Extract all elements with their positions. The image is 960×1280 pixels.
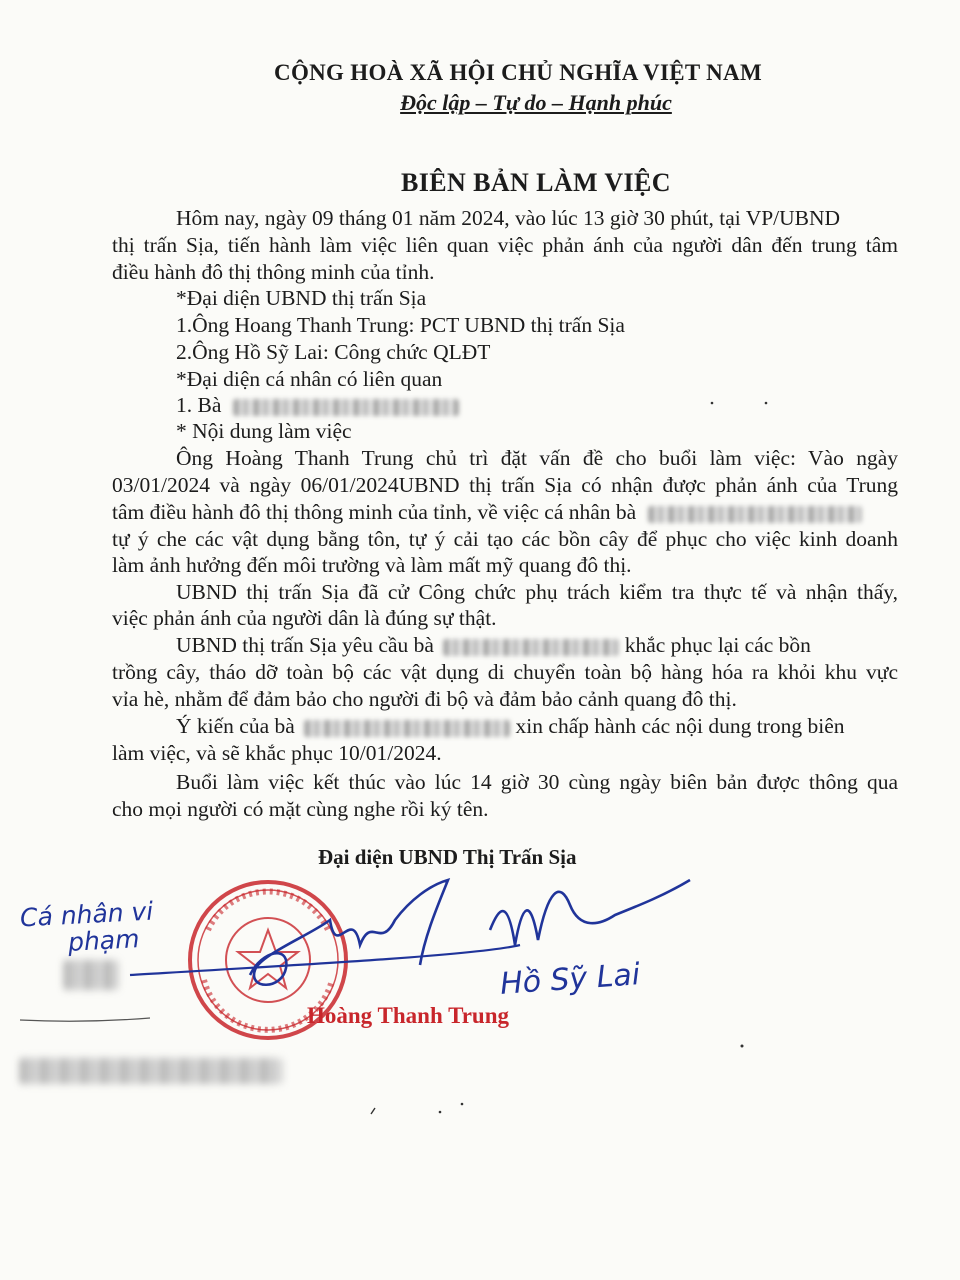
redacted-violator-name: [20, 1058, 282, 1084]
rep-ubnd-heading: *Đại diện UBND thị trấn Sịa: [176, 286, 427, 310]
officer-handwritten-name: Hồ Sỹ Lai: [498, 957, 642, 1002]
body-line: trồng cây, tháo dỡ toàn bộ các vật dụng di chuyển toàn bộ hàng hóa ra khỏi khu vực: [112, 660, 898, 684]
body-line-text: UBND thị trấn Sịa yêu cầu bà: [176, 633, 434, 657]
body-line: việc phản ánh của người dân là đúng sự thật.: [112, 606, 497, 630]
body-line: thị trấn Sịa, tiến hành làm việc liên quan việc phản ánh của người dân đến trung tâm: [112, 233, 898, 257]
violator-note-line-2: phạm: [67, 924, 141, 957]
violator-note-line-1: Cá nhân vi: [19, 896, 154, 933]
redacted-violator-signature: [64, 960, 118, 990]
national-motto: Độc lập – Tự do – Hạnh phúc: [400, 90, 672, 115]
document-title: BIÊN BẢN LÀM VIỆC: [401, 168, 671, 197]
member-1: 1.Ông Hoang Thanh Trung: PCT UBND thị trấn Sịa: [176, 313, 625, 337]
chair-printed-name: Hoàng Thanh Trung: [307, 1003, 509, 1028]
body-line: 03/01/2024 và ngày 06/01/2024UBND thị trấn Sịa có nhận được phản ánh của Trung: [112, 473, 898, 497]
body-line: Ông Hoàng Thanh Trung chủ trì đặt vấn đề cho buổi làm việc: Vào ngày: [176, 446, 898, 470]
body-line-text: Ý kiến của bà: [176, 714, 295, 738]
body-line-text: xin chấp hành các nội dung trong biên: [515, 714, 845, 738]
body-line: vỉa hè, nhằm để đảm bảo cho người đi bộ và đảm bảo cảnh quang đô thị.: [112, 687, 737, 711]
body-line: làm ảnh hưởng đến môi trường và làm mất mỹ quang đô thị.: [112, 553, 632, 577]
content-heading: * Nội dung làm việc: [176, 419, 352, 443]
rep-individual-heading: *Đại diện cá nhân có liên quan: [176, 367, 443, 391]
body-line-text: khắc phục lại các bồn: [624, 633, 811, 657]
body-line: tự ý che các vật dụng bằng tôn, tự ý cải tạo các bồn cây để phục cho việc kinh doanh: [112, 527, 898, 551]
body-line: Hôm nay, ngày 09 tháng 01 năm 2024, vào lúc 13 giờ 30 phút, tại VP/UBND: [176, 206, 841, 230]
individual-1-prefix: 1. Bà: [176, 393, 222, 417]
national-header: CỘNG HOÀ XÃ HỘI CHỦ NGHĨA VIỆT NAM: [274, 60, 762, 85]
body-line: làm việc, và sẽ khắc phục 10/01/2024.: [112, 741, 442, 765]
body-line: điều hành đô thị thông minh của tỉnh.: [112, 260, 435, 284]
signature-heading: Đại diện UBND Thị Trấn Sịa: [318, 845, 577, 869]
chair-signature: [250, 880, 448, 985]
body-line: UBND thị trấn Sịa đã cử Công chức phụ trách kiểm tra thực tế và nhận thấy,: [176, 580, 898, 604]
body-line: Buổi làm việc kết thúc vào lúc 14 giờ 30 cùng ngày biên bản được thông qua: [176, 770, 898, 794]
member-2: 2.Ông Hồ Sỹ Lai: Công chức QLĐT: [176, 340, 491, 364]
officer-signature: [490, 880, 690, 945]
body-line-text: tâm điều hành đô thị thông minh của tỉnh, về việc cá nhân bà: [112, 500, 637, 524]
body-line: cho mọi người có mặt cùng nghe rồi ký tên.: [112, 797, 489, 821]
